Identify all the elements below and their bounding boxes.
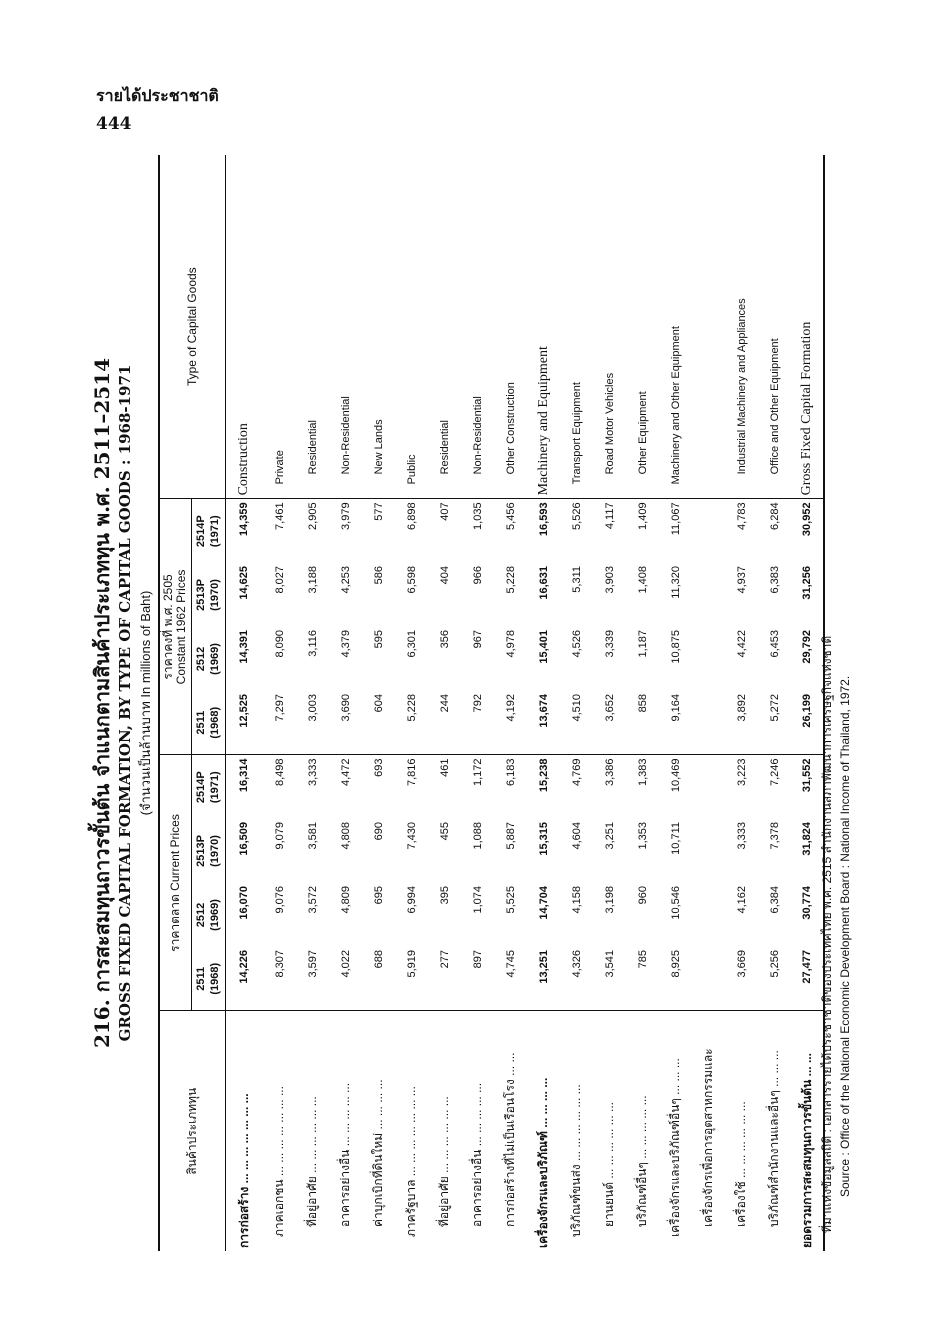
current-value-cell: 8,925 bbox=[659, 947, 692, 1011]
constant-prices-thai-label: ราคาคงที่ พ.ศ. 2505 bbox=[161, 574, 176, 680]
constant-value-cell: 3,652 bbox=[593, 691, 626, 755]
table-row bbox=[263, 155, 296, 1251]
constant-value-cell: 1,408 bbox=[636, 565, 649, 594]
table-row bbox=[560, 155, 593, 1251]
table-row bbox=[692, 155, 725, 1251]
current-value-cell: 4,162 bbox=[735, 886, 748, 914]
current-value-cell: 16,070 bbox=[238, 886, 251, 920]
constant-value-cell: 8,027 bbox=[273, 565, 286, 594]
year-be: 2514P bbox=[195, 771, 207, 804]
row-label-english: Construction bbox=[225, 155, 263, 499]
current-value-cell: 693 bbox=[372, 758, 385, 777]
current-value-cell: 3,223 bbox=[735, 758, 748, 786]
current-value-cell: 7,246 bbox=[768, 758, 781, 786]
row-label-thai: บริภัณฑ์ขนส่ง ... ... ... ... ... ... bbox=[569, 1084, 583, 1237]
constant-value-cell: 356 bbox=[438, 629, 451, 649]
current-value-cell: 4,809 bbox=[339, 886, 352, 914]
row-label-thai: เครื่องจักรและบริภัณฑ์อื่นๆ ... ... ... bbox=[668, 1058, 682, 1237]
source-note bbox=[818, 155, 854, 1251]
constant-value-cell: 11,067 bbox=[669, 502, 682, 536]
row-label-english: Public bbox=[395, 155, 428, 499]
constant-value-cell: 31,256 bbox=[801, 565, 813, 600]
current-value-cell: 3,251 bbox=[603, 822, 616, 850]
current-value-cell: 4,326 bbox=[560, 947, 593, 1011]
thai-column-header: สินค้าประเภททุน bbox=[159, 1011, 225, 1251]
current-value-cell: 31,824 bbox=[801, 822, 813, 856]
current-value-cell: 9,079 bbox=[273, 822, 286, 850]
running-title: รายได้ประชาชาติ bbox=[96, 86, 219, 105]
current-value-cell: 27,477 bbox=[791, 947, 824, 1011]
row-label-english: Machinery and Other Equipment bbox=[659, 155, 692, 499]
year-ad: (1969) bbox=[209, 643, 221, 675]
constant-value-cell: 15,401 bbox=[537, 629, 550, 664]
constant-value-cell: 3,003 bbox=[296, 691, 329, 755]
current-value-cell: 3,572 bbox=[306, 886, 319, 914]
current-value-cell: 3,386 bbox=[603, 758, 616, 786]
constant-value-cell: 7,297 bbox=[263, 691, 296, 755]
current-value-cell: 13,251 bbox=[527, 947, 560, 1011]
current-value-cell: 8,307 bbox=[263, 947, 296, 1011]
current-value-cell: 4,769 bbox=[570, 758, 583, 786]
current-value-cell: 690 bbox=[372, 822, 385, 841]
current-value-cell: 897 bbox=[461, 947, 494, 1011]
current-value-cell: 4,745 bbox=[494, 947, 527, 1011]
year-ad: (1971) bbox=[209, 515, 221, 548]
current-value-cell: 10,711 bbox=[669, 822, 682, 855]
constant-value-cell: 30,952 bbox=[801, 502, 813, 537]
constant-value-cell: 3,188 bbox=[306, 565, 319, 594]
constant-value-cell: 16,593 bbox=[537, 502, 550, 537]
constant-value-cell: 12,525 bbox=[225, 691, 263, 755]
constant-value-cell: 4,117 bbox=[603, 502, 616, 530]
row-label-thai: เครื่องใช้ ... ... ... ... ... ... bbox=[734, 1101, 748, 1227]
row-label-english: Non-Residential bbox=[461, 155, 494, 499]
table-row bbox=[395, 155, 428, 1251]
row-label-english: Transport Equipment bbox=[560, 155, 593, 499]
current-value-cell: 15,315 bbox=[537, 822, 550, 856]
table-row bbox=[296, 155, 329, 1251]
constant-value-cell bbox=[692, 563, 725, 627]
constant-value-cell: 6,453 bbox=[768, 629, 781, 658]
constant-value-cell: 10,875 bbox=[669, 629, 682, 664]
constant-value-cell: 966 bbox=[471, 565, 484, 585]
row-label-thai: การก่อสร้างที่ไม่เป็นเรือนโรง ... ... bbox=[503, 1052, 517, 1227]
constant-value-cell: 4,526 bbox=[570, 629, 583, 658]
constant-value-cell: 3,116 bbox=[306, 629, 319, 657]
constant-value-cell: 577 bbox=[372, 502, 385, 521]
table-row bbox=[225, 155, 263, 1251]
constant-value-cell bbox=[692, 499, 725, 563]
row-label-thai: อาคารอย่างอื่น ... ... ... ... ... bbox=[470, 1082, 484, 1227]
constant-value-cell: 3,892 bbox=[725, 691, 758, 755]
constant-value-cell: 604 bbox=[362, 691, 395, 755]
current-value-cell: 5,256 bbox=[758, 947, 791, 1011]
current-value-cell: 395 bbox=[438, 886, 451, 905]
current-value-cell: 3,541 bbox=[593, 947, 626, 1011]
constant-value-cell: 5,272 bbox=[758, 691, 791, 755]
current-value-cell: 3,581 bbox=[306, 822, 319, 850]
page-header bbox=[96, 86, 219, 134]
current-value-cell: 30,774 bbox=[801, 886, 813, 920]
source-english: Source : Office of the National Economic Development Board : National Income of Thailand, 1972. bbox=[838, 675, 852, 1197]
table-row bbox=[494, 155, 527, 1251]
current-value-cell: 10,469 bbox=[669, 758, 682, 793]
row-label-english bbox=[692, 155, 725, 499]
constant-value-cell: 7,461 bbox=[273, 502, 286, 530]
constant-value-cell: 4,422 bbox=[735, 629, 748, 658]
current-value-cell: 688 bbox=[362, 947, 395, 1011]
current-value-cell: 3,198 bbox=[603, 886, 616, 914]
current-value-cell: 1,383 bbox=[636, 758, 649, 786]
row-label-english: Industrial Machinery and Appliances bbox=[725, 155, 758, 499]
current-value-cell: 4,022 bbox=[329, 947, 362, 1011]
current-value-cell: 6,994 bbox=[405, 886, 418, 914]
row-label-english: Residential bbox=[296, 155, 329, 499]
constant-value-cell: 5,526 bbox=[570, 502, 583, 530]
current-year-header bbox=[191, 947, 225, 1011]
constant-year-header bbox=[191, 563, 225, 627]
current-value-cell: 16,314 bbox=[238, 758, 251, 793]
constant-value-cell: 858 bbox=[626, 691, 659, 755]
row-label-thai: เครื่องจักรและบริภัณฑ์ ... ... ... ... bbox=[536, 1077, 550, 1248]
constant-value-cell: 14,391 bbox=[238, 629, 251, 664]
current-value-cell: 1,353 bbox=[636, 822, 649, 850]
constant-year-header bbox=[191, 499, 225, 563]
current-value-cell bbox=[692, 947, 725, 1011]
row-label-thai: การก่อสร้าง ... ... ... ... ... ... ... bbox=[236, 1093, 251, 1248]
constant-value-cell: 4,510 bbox=[560, 691, 593, 755]
current-value-cell: 16,509 bbox=[238, 822, 251, 856]
current-value-cell: 4,808 bbox=[339, 822, 352, 850]
row-label-thai: บริภัณฑ์สำนักงานและอื่นๆ ... ... ... bbox=[767, 1050, 781, 1227]
table-row bbox=[593, 155, 626, 1251]
constant-prices-group-header bbox=[159, 499, 191, 755]
row-label-english: Office and Other Equipment bbox=[758, 155, 791, 499]
constant-value-cell: 6,898 bbox=[405, 502, 418, 530]
current-value-cell: 5,887 bbox=[504, 822, 517, 850]
current-value-cell bbox=[692, 883, 725, 947]
constant-value-cell: 5,228 bbox=[504, 565, 517, 594]
current-value-cell: 4,472 bbox=[339, 758, 352, 786]
current-year-header bbox=[191, 819, 225, 883]
current-value-cell: 15,238 bbox=[537, 758, 550, 793]
year-be: 2511 bbox=[195, 966, 207, 991]
current-value-cell: 785 bbox=[626, 947, 659, 1011]
row-label-english: Private bbox=[263, 155, 296, 499]
table-row bbox=[758, 155, 791, 1251]
constant-value-cell: 4,253 bbox=[339, 565, 352, 594]
row-label-thai: ภาคเอกชน ... ... ... ... ... ... ... bbox=[272, 1086, 286, 1237]
year-be: 2514P bbox=[195, 515, 207, 548]
constant-value-cell: 11,320 bbox=[669, 565, 682, 599]
constant-value-cell: 1,035 bbox=[471, 502, 484, 530]
constant-value-cell: 5,228 bbox=[395, 691, 428, 755]
current-year-header bbox=[191, 883, 225, 947]
current-value-cell: 1,172 bbox=[471, 758, 484, 786]
current-value-cell: 4,604 bbox=[570, 822, 583, 850]
constant-value-cell: 404 bbox=[438, 565, 451, 585]
current-value-cell: 14,226 bbox=[225, 947, 263, 1011]
constant-value-cell: 5,456 bbox=[504, 502, 517, 530]
table-row bbox=[527, 155, 560, 1251]
current-value-cell: 1,074 bbox=[471, 886, 484, 914]
constant-value-cell: 3,903 bbox=[603, 565, 616, 594]
table-title-thai: 216. การสะสมทุนถาวรขั้นต้น จำแนกตามสินค้าประเภททุน พ.ศ. 2511–2514 bbox=[90, 357, 114, 1049]
constant-value-cell: 4,937 bbox=[735, 565, 748, 594]
row-label-english: Machinery and Equipment bbox=[527, 155, 560, 499]
constant-value-cell: 3,979 bbox=[339, 502, 352, 530]
constant-value-cell: 13,674 bbox=[527, 691, 560, 755]
constant-value-cell: 4,978 bbox=[504, 629, 517, 658]
rotated-table-page bbox=[90, 155, 870, 1251]
constant-prices-english-label: Constant 1962 Prices bbox=[174, 569, 189, 685]
constant-year-header bbox=[191, 627, 225, 691]
current-value-cell: 1,088 bbox=[471, 822, 484, 850]
current-value-cell: 277 bbox=[428, 947, 461, 1011]
table-row bbox=[659, 155, 692, 1251]
table-row bbox=[461, 155, 494, 1251]
english-column-header: Type of Capital Goods bbox=[159, 155, 225, 499]
constant-value-cell: 244 bbox=[428, 691, 461, 755]
constant-value-cell: 6,284 bbox=[768, 502, 781, 530]
current-value-cell: 4,158 bbox=[570, 886, 583, 914]
row-label-english: Gross Fixed Capital Formation bbox=[791, 155, 824, 499]
current-value-cell: 5,525 bbox=[504, 886, 517, 914]
year-be: 2511 bbox=[195, 710, 207, 735]
current-value-cell: 14,704 bbox=[537, 886, 550, 920]
current-value-cell: 7,378 bbox=[768, 822, 781, 850]
year-be: 2512 bbox=[195, 902, 207, 928]
constant-value-cell: 14,359 bbox=[238, 502, 251, 537]
current-value-cell bbox=[692, 755, 725, 819]
constant-value-cell: 1,187 bbox=[636, 629, 649, 658]
year-ad: (1968) bbox=[209, 962, 221, 995]
year-ad: (1970) bbox=[209, 579, 221, 611]
table-row bbox=[362, 155, 395, 1251]
current-value-cell: 5,919 bbox=[395, 947, 428, 1011]
year-ad: (1969) bbox=[209, 899, 221, 931]
row-label-thai: ที่อยู่อาศัย ... ... ... ... ... ... bbox=[437, 1096, 451, 1227]
constant-value-cell: 8,090 bbox=[273, 629, 286, 658]
current-value-cell: 10,546 bbox=[669, 886, 682, 920]
current-prices-group-header: ราคาตลาด Current Prices bbox=[159, 755, 191, 1011]
constant-value-cell: 6,301 bbox=[405, 629, 418, 658]
constant-value-cell: 29,792 bbox=[801, 629, 813, 664]
row-label-thai: บริภัณฑ์อื่นๆ ... ... ... ... ... bbox=[635, 1095, 649, 1227]
current-value-cell: 7,430 bbox=[405, 822, 418, 850]
constant-value-cell: 3,690 bbox=[329, 691, 362, 755]
constant-value-cell: 16,631 bbox=[537, 565, 550, 600]
row-label-thai: เครื่องจักรเพื่อการอุตสาหกรรมและ bbox=[701, 1048, 715, 1227]
unit-note: (จำนวนเป็นล้านบาท In millions of Baht) bbox=[138, 590, 153, 816]
constant-value-cell: 4,783 bbox=[735, 502, 748, 530]
current-value-cell: 3,333 bbox=[735, 822, 748, 850]
row-label-english: Non-Residential bbox=[329, 155, 362, 499]
year-be: 2513P bbox=[195, 579, 207, 611]
constant-value-cell: 595 bbox=[372, 629, 385, 649]
current-value-cell: 6,183 bbox=[504, 758, 517, 786]
current-value-cell: 455 bbox=[438, 822, 451, 841]
constant-value-cell bbox=[692, 627, 725, 691]
current-value-cell: 6,384 bbox=[768, 886, 781, 914]
current-value-cell: 7,816 bbox=[405, 758, 418, 786]
row-label-thai: ค่าบุกเบิกที่ดินใหม่ ... ... ... ... bbox=[371, 1079, 385, 1227]
table-row bbox=[428, 155, 461, 1251]
current-year-header bbox=[191, 755, 225, 819]
constant-value-cell: 5,311 bbox=[570, 565, 583, 593]
row-label-thai: อาคารอย่างอื่น ... ... ... ... ... bbox=[338, 1082, 352, 1227]
row-label-thai: ยานยนต์ ... ... ... ... ... ... bbox=[602, 1101, 616, 1227]
row-label-english: Residential bbox=[428, 155, 461, 499]
constant-value-cell: 2,905 bbox=[306, 502, 319, 530]
row-label-thai: ภาครัฐบาล ... ... ... ... ... ... ... bbox=[404, 1086, 418, 1237]
row-label-english: Other Equipment bbox=[626, 155, 659, 499]
year-be: 2512 bbox=[195, 646, 207, 672]
current-value-cell: 3,597 bbox=[296, 947, 329, 1011]
current-value-cell: 960 bbox=[636, 886, 649, 905]
current-value-cell: 695 bbox=[372, 886, 385, 905]
constant-value-cell: 3,339 bbox=[603, 629, 616, 658]
constant-value-cell: 26,199 bbox=[791, 691, 824, 755]
year-ad: (1968) bbox=[209, 706, 221, 739]
constant-value-cell: 967 bbox=[471, 629, 484, 649]
row-label-english: Road Motor Vehicles bbox=[593, 155, 626, 499]
constant-value-cell: 4,379 bbox=[339, 629, 352, 658]
constant-value-cell: 792 bbox=[461, 691, 494, 755]
constant-value-cell: 6,598 bbox=[405, 565, 418, 594]
current-value-cell: 3,669 bbox=[725, 947, 758, 1011]
row-label-thai: ที่อยู่อาศัย ... ... ... ... ... ... bbox=[305, 1096, 319, 1227]
year-ad: (1970) bbox=[209, 835, 221, 867]
constant-value-cell bbox=[692, 691, 725, 755]
table-title-english: GROSS FIXED CAPITAL FORMATION, BY TYPE OF CAPITAL GOODS : 1968-1971 bbox=[116, 364, 134, 1042]
row-label-english: Other Construction bbox=[494, 155, 527, 499]
constant-value-cell: 586 bbox=[372, 565, 385, 585]
constant-value-cell: 14,625 bbox=[238, 565, 251, 600]
page-number: 444 bbox=[96, 114, 132, 134]
current-value-cell: 31,552 bbox=[801, 758, 813, 793]
current-value-cell: 9,076 bbox=[273, 886, 286, 914]
current-value-cell: 8,498 bbox=[273, 758, 286, 786]
table-row bbox=[626, 155, 659, 1251]
constant-year-header bbox=[191, 691, 225, 755]
row-label-thai: ยอดรวมการสะสมทุนถาวรขั้นต้น ... ... bbox=[799, 1053, 814, 1248]
constant-value-cell: 407 bbox=[438, 502, 451, 521]
year-be: 2513P bbox=[195, 835, 207, 867]
constant-value-cell: 1,409 bbox=[636, 502, 649, 530]
row-label-english: New Lands bbox=[362, 155, 395, 499]
current-value-cell: 3,333 bbox=[306, 758, 319, 786]
constant-value-cell: 9,164 bbox=[659, 691, 692, 755]
current-value-cell bbox=[692, 819, 725, 883]
table-row bbox=[329, 155, 362, 1251]
source-thai: ที่มาแห่งข้อมูลสถิติ : เอกสารรายได้ประชาชาติของประเทศไทย พ.ศ. 2515 สำนักงานสภาพัฒนาการเศรษฐกิจแห่งชาติ bbox=[820, 635, 834, 1233]
capital-formation-table bbox=[158, 155, 825, 1251]
constant-value-cell: 6,383 bbox=[768, 565, 781, 594]
constant-value-cell: 4,192 bbox=[494, 691, 527, 755]
year-ad: (1971) bbox=[209, 771, 221, 804]
table-row bbox=[725, 155, 758, 1251]
current-value-cell: 461 bbox=[438, 758, 451, 777]
